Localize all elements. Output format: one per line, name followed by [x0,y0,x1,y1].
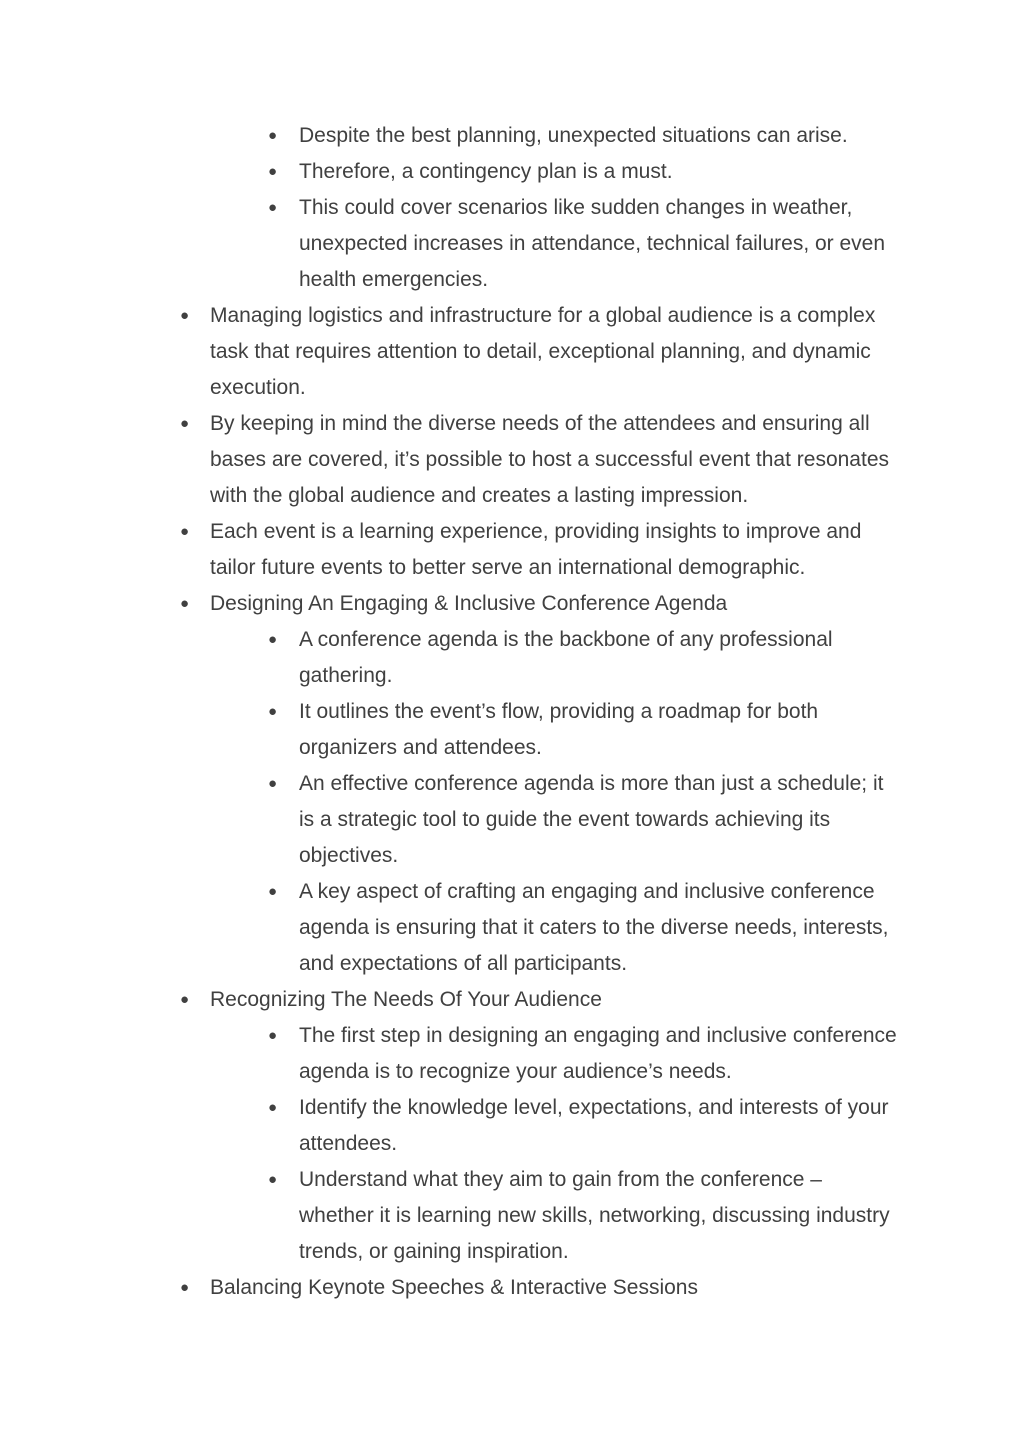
list-item [0,190,899,298]
bullet-icon: ● [180,415,190,432]
list-item [0,1018,899,1090]
list-item-text: An effective conference agenda is more than just a schedule; it is a strategic tool to guide the event towards achieving its objectives. [299,772,884,867]
list-item [0,406,900,514]
list-item [0,298,900,406]
list-item-text: Therefore, a contingency plan is a must. [299,160,673,183]
list-item-text: This could cover scenarios like sudden changes in weather, unexpected increases in attendance, technical failures, or even health emergencies. [299,196,886,291]
bullet-icon: ● [268,199,278,216]
list-item-text: Designing An Engaging & Inclusive Conference Agenda [210,592,728,615]
bullet-icon: ● [268,883,278,900]
section-heading-item [0,586,900,622]
list-item [0,1162,899,1270]
list-item-text: Managing logistics and infrastructure for a global audience is a complex task that requires attention to detail, exceptional planning, and dynamic execution. [210,304,876,399]
bullet-icon: ● [268,127,278,144]
list-item-text: It outlines the event’s flow, providing a roadmap for both organizers and attendees. [299,700,819,759]
bullet-icon: ● [268,163,278,180]
list-item-text: Balancing Keynote Speeches & Interactive Sessions [210,1276,698,1299]
section-heading-item [0,1270,900,1306]
list-item [0,118,899,154]
list-item-text: The first step in designing an engaging and inclusive conference agenda is to recognize your audience’s needs. [299,1024,897,1083]
bullet-icon: ● [268,775,278,792]
list-item-text: Understand what they aim to gain from the conference – whether it is learning new skills, networking, discussing industry trends, or gaining inspiration. [299,1168,890,1263]
bullet-icon: ● [180,595,190,612]
list-item-text: By keeping in mind the diverse needs of the attendees and ensuring all bases are covered, it’s possible to host a successful event that resonates with the global audience and creates a lasting impression. [210,412,889,507]
bullet-icon: ● [180,523,190,540]
list-item-text: Recognizing The Needs Of Your Audience [210,988,602,1011]
list-item [0,766,899,874]
bullet-icon: ● [268,1027,278,1044]
list-item-text: A conference agenda is the backbone of any professional gathering. [299,628,833,687]
list-item [0,874,899,982]
bullet-icon: ● [268,631,278,648]
list-item-text: A key aspect of crafting an engaging and inclusive conference agenda is ensuring that it caters to the diverse needs, interests, and expectations of all participants. [299,880,889,975]
bullet-icon: ● [268,1099,278,1116]
list-item-text: Identify the knowledge level, expectations, and interests of your attendees. [299,1096,889,1155]
list-item-text: Despite the best planning, unexpected situations can arise. [299,124,848,147]
list-item [0,514,900,586]
list-item [0,694,899,766]
bullet-icon: ● [180,307,190,324]
section-heading-item [0,982,900,1018]
bullet-icon: ● [180,991,190,1008]
bullet-icon: ● [268,1171,278,1188]
document-page [0,118,1024,1306]
list-item-text: Each event is a learning experience, providing insights to improve and tailor future events to better serve an international demographic. [210,520,862,579]
list-item [0,1090,899,1162]
bullet-icon: ● [268,703,278,720]
bullet-icon: ● [180,1279,190,1296]
list-item [0,622,899,694]
list-item [0,154,899,190]
